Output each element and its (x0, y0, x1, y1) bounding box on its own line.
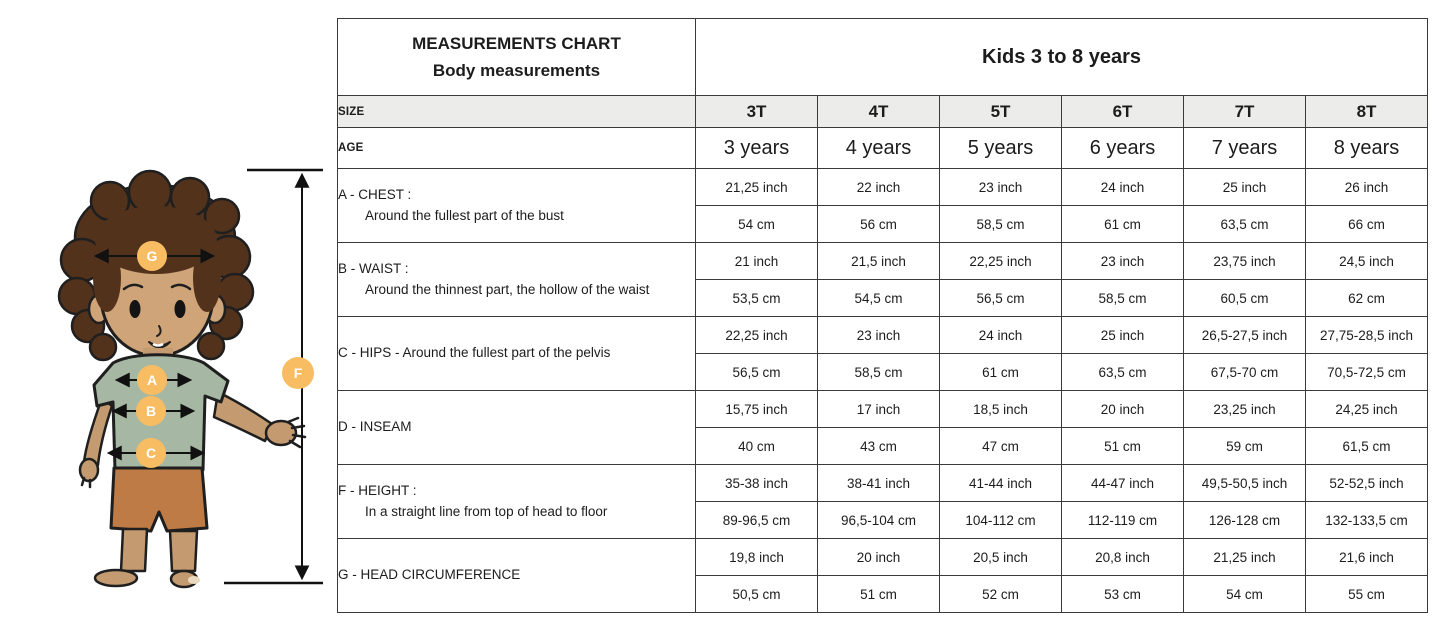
size-column-header: 6T (1062, 96, 1184, 128)
measurement-inch-row-waist (338, 243, 1428, 280)
value-inch: 17 inch (818, 391, 940, 428)
value-cm: 54,5 cm (818, 280, 940, 317)
measurement-title: D - INSEAM (338, 419, 412, 435)
value-inch: 35-38 inch (696, 465, 818, 502)
value-inch: 18,5 inch (940, 391, 1062, 428)
legs (95, 529, 200, 587)
left-arm (80, 398, 112, 487)
value-cm: 54 cm (1184, 576, 1306, 613)
value-inch: 25 inch (1184, 169, 1306, 206)
value-cm: 50,5 cm (696, 576, 818, 613)
measurement-inch-row-head_circumference (338, 539, 1428, 576)
measurement-inch-row-height (338, 465, 1428, 502)
value-cm: 53,5 cm (696, 280, 818, 317)
age-value: 5 years (940, 128, 1062, 169)
value-inch: 25 inch (1062, 317, 1184, 354)
right-arm (214, 392, 305, 447)
value-inch: 21,25 inch (1184, 539, 1306, 576)
chart-subtitle: Body measurements (432, 61, 601, 80)
group-title-cell (696, 19, 1428, 96)
measurement-subtitle: In a straight line from top of head to floor (365, 503, 608, 519)
value-inch: 15,75 inch (696, 391, 818, 428)
measurement-title: C - HIPS - Around the fullest part of the pelvis (338, 345, 611, 361)
value-cm: 58,5 cm (940, 206, 1062, 243)
chart-title: MEASUREMENTS CHART (412, 33, 621, 53)
value-inch: 23,75 inch (1184, 243, 1306, 280)
value-cm: 53 cm (1062, 576, 1184, 613)
child-illustration-svg (0, 0, 340, 636)
foot-sole (188, 576, 200, 584)
age-value: 3 years (696, 128, 818, 169)
measurement-title: A - CHEST : (338, 186, 412, 202)
value-cm: 56,5 cm (940, 280, 1062, 317)
value-inch: 24,5 inch (1306, 243, 1428, 280)
value-cm: 51 cm (818, 576, 940, 613)
child-illustration (0, 0, 340, 636)
value-inch: 20,5 inch (940, 539, 1062, 576)
marker-f-letter: F (293, 365, 303, 381)
value-inch: 24,25 inch (1306, 391, 1428, 428)
value-cm: 55 cm (1306, 576, 1428, 613)
value-inch: 21,25 inch (696, 169, 818, 206)
measurement-title: F - HEIGHT : (338, 482, 417, 498)
value-inch: 27,75-28,5 inch (1306, 317, 1428, 354)
value-inch: 38-41 inch (818, 465, 940, 502)
size-row-label: SIZE (338, 96, 696, 128)
shorts (111, 468, 207, 531)
value-inch: 20 inch (818, 539, 940, 576)
value-inch: 21 inch (696, 243, 818, 280)
marker-c-letter: C (145, 445, 157, 461)
value-cm: 61 cm (940, 354, 1062, 391)
value-inch: 24 inch (1062, 169, 1184, 206)
value-cm: 61 cm (1062, 206, 1184, 243)
value-inch: 23 inch (818, 317, 940, 354)
left-eye (130, 300, 141, 318)
age-value: 6 years (1062, 128, 1184, 169)
measurements-table (337, 18, 1428, 613)
measurement-label-height (338, 465, 696, 539)
measurement-label-hips (338, 317, 696, 391)
value-cm: 126-128 cm (1184, 502, 1306, 539)
left-foot (95, 570, 137, 586)
value-cm: 70,5-72,5 cm (1306, 354, 1428, 391)
value-cm: 67,5-70 cm (1184, 354, 1306, 391)
value-cm: 89-96,5 cm (696, 502, 818, 539)
value-cm: 58,5 cm (818, 354, 940, 391)
value-cm: 66 cm (1306, 206, 1428, 243)
value-inch: 22,25 inch (940, 243, 1062, 280)
size-column-header: 5T (940, 96, 1062, 128)
size-column-header: 7T (1184, 96, 1306, 128)
measurement-inch-row-chest (338, 169, 1428, 206)
group-title: Kids 3 to 8 years (982, 45, 1141, 68)
measurement-subtitle: Around the thinnest part, the hollow of the waist (365, 281, 650, 297)
value-cm: 60,5 cm (1184, 280, 1306, 317)
marker-b-letter: B (145, 403, 157, 419)
value-cm: 43 cm (818, 428, 940, 465)
age-value: 4 years (818, 128, 940, 169)
marker-g-letter: G (146, 248, 158, 264)
size-row (338, 96, 1428, 128)
value-inch: 49,5-50,5 inch (1184, 465, 1306, 502)
value-cm: 104-112 cm (940, 502, 1062, 539)
value-cm: 132-133,5 cm (1306, 502, 1428, 539)
value-cm: 54 cm (696, 206, 818, 243)
value-inch: 23,25 inch (1184, 391, 1306, 428)
value-cm: 61,5 cm (1306, 428, 1428, 465)
value-inch: 21,5 inch (818, 243, 940, 280)
value-inch: 44-47 inch (1062, 465, 1184, 502)
measurement-title: G - HEAD CIRCUMFERENCE (338, 567, 521, 583)
value-inch: 20 inch (1062, 391, 1184, 428)
table-header-row (338, 19, 1428, 96)
measurement-label-chest (338, 169, 696, 243)
value-cm: 96,5-104 cm (818, 502, 940, 539)
measurement-subtitle: Around the fullest part of the bust (365, 207, 564, 223)
size-column-header: 4T (818, 96, 940, 128)
value-inch: 23 inch (940, 169, 1062, 206)
value-inch: 20,8 inch (1062, 539, 1184, 576)
age-row-label: AGE (338, 128, 696, 169)
value-cm: 62 cm (1306, 280, 1428, 317)
measurement-label-inseam (338, 391, 696, 465)
value-cm: 47 cm (940, 428, 1062, 465)
measurement-inch-row-inseam (338, 391, 1428, 428)
value-cm: 63,5 cm (1184, 206, 1306, 243)
value-cm: 63,5 cm (1062, 354, 1184, 391)
measurement-inch-row-hips (338, 317, 1428, 354)
value-inch: 19,8 inch (696, 539, 818, 576)
size-column-header: 3T (696, 96, 818, 128)
value-inch: 22,25 inch (696, 317, 818, 354)
value-inch: 52-52,5 inch (1306, 465, 1428, 502)
value-inch: 26 inch (1306, 169, 1428, 206)
measurement-label-head_circumference (338, 539, 696, 613)
marker-a-letter: A (146, 372, 158, 388)
chart-title-cell (338, 19, 696, 96)
value-cm: 112-119 cm (1062, 502, 1184, 539)
value-inch: 23 inch (1062, 243, 1184, 280)
right-eye (175, 300, 186, 318)
value-cm: 58,5 cm (1062, 280, 1184, 317)
size-column-header: 8T (1306, 96, 1428, 128)
value-cm: 59 cm (1184, 428, 1306, 465)
value-inch: 41-44 inch (940, 465, 1062, 502)
age-value: 8 years (1306, 128, 1428, 169)
value-cm: 56,5 cm (696, 354, 818, 391)
value-cm: 51 cm (1062, 428, 1184, 465)
measurement-label-waist (338, 243, 696, 317)
value-cm: 56 cm (818, 206, 940, 243)
value-inch: 24 inch (940, 317, 1062, 354)
age-row (338, 128, 1428, 169)
measurement-title: B - WAIST : (338, 260, 409, 276)
value-inch: 21,6 inch (1306, 539, 1428, 576)
value-cm: 52 cm (940, 576, 1062, 613)
value-inch: 22 inch (818, 169, 940, 206)
value-inch: 26,5-27,5 inch (1184, 317, 1306, 354)
age-value: 7 years (1184, 128, 1306, 169)
value-cm: 40 cm (696, 428, 818, 465)
